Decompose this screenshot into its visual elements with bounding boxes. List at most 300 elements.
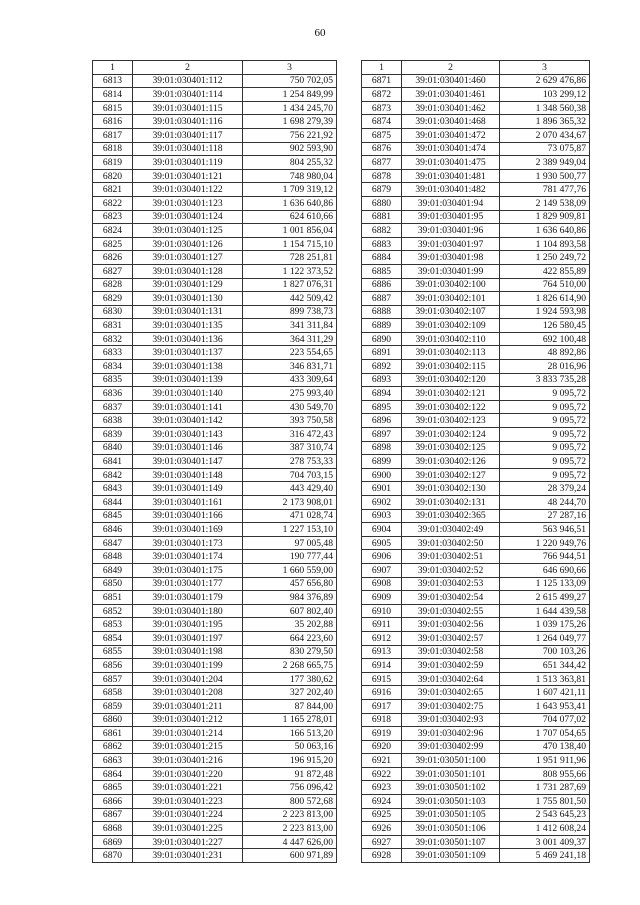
row-number-cell: 6864 (93, 767, 133, 781)
table-row (362, 604, 590, 618)
page-number: 60 (314, 27, 326, 39)
cadastral-number-cell: 39:01:030401:143 (133, 428, 243, 442)
value-cell: 1 698 279,39 (243, 115, 337, 129)
cadastral-number-cell: 39:01:030401:173 (133, 536, 243, 550)
cadastral-number-cell: 39:01:030402:49 (402, 523, 500, 537)
value-cell: 3 001 409,37 (500, 835, 590, 849)
table-row (93, 74, 337, 88)
row-number-cell: 6910 (362, 604, 402, 618)
table-row (93, 713, 337, 727)
value-cell: 166 513,20 (243, 727, 337, 741)
row-number-cell: 6869 (93, 835, 133, 849)
value-cell: 1 636 640,86 (500, 224, 590, 238)
row-number-cell: 6899 (362, 455, 402, 469)
header-cell: 1 (93, 61, 133, 75)
cadastral-number-cell: 39:01:030402:101 (402, 292, 500, 306)
table-row (93, 563, 337, 577)
value-cell: 728 251,81 (243, 251, 337, 265)
value-cell: 393 750,58 (243, 414, 337, 428)
row-number-cell: 6860 (93, 713, 133, 727)
value-cell: 1 827 076,31 (243, 278, 337, 292)
cadastral-number-cell: 39:01:030401:116 (133, 115, 243, 129)
table-row (93, 156, 337, 170)
row-number-cell: 6846 (93, 523, 133, 537)
value-cell: 422 855,89 (500, 264, 590, 278)
table-row (362, 128, 590, 142)
row-number-cell: 6885 (362, 264, 402, 278)
row-number-cell: 6927 (362, 835, 402, 849)
row-number-cell: 6858 (93, 686, 133, 700)
row-number-cell: 6928 (362, 849, 402, 863)
row-number-cell: 6921 (362, 754, 402, 768)
row-number-cell: 6830 (93, 305, 133, 319)
value-cell: 28 379,24 (500, 482, 590, 496)
table-row (362, 550, 590, 564)
table-row (93, 373, 337, 387)
row-number-cell: 6852 (93, 604, 133, 618)
row-number-cell: 6849 (93, 563, 133, 577)
cadastral-number-cell: 39:01:030401:225 (133, 822, 243, 836)
table-row (93, 101, 337, 115)
table-row (362, 808, 590, 822)
table-row (362, 346, 590, 360)
table-row (362, 591, 590, 605)
cadastral-number-cell: 39:01:030401:161 (133, 496, 243, 510)
cadastral-number-cell: 39:01:030401:149 (133, 482, 243, 496)
table-row (93, 645, 337, 659)
value-cell: 607 802,40 (243, 604, 337, 618)
value-cell: 1 220 949,76 (500, 536, 590, 550)
row-number-cell: 6817 (93, 128, 133, 142)
row-number-cell: 6888 (362, 305, 402, 319)
row-number-cell: 6892 (362, 360, 402, 374)
row-number-cell: 6897 (362, 428, 402, 442)
table-row (362, 115, 590, 129)
row-number-cell: 6901 (362, 482, 402, 496)
cadastral-number-cell: 39:01:030402:96 (402, 727, 500, 741)
row-number-cell: 6886 (362, 278, 402, 292)
row-number-cell: 6836 (93, 387, 133, 401)
table-row (362, 563, 590, 577)
table-row (93, 577, 337, 591)
table-row (362, 251, 590, 265)
left-table (92, 60, 337, 863)
cadastral-number-cell: 39:01:030401:211 (133, 699, 243, 713)
value-cell: 781 477,76 (500, 183, 590, 197)
row-number-cell: 6854 (93, 631, 133, 645)
cadastral-number-cell: 39:01:030401:468 (402, 115, 500, 129)
cadastral-number-cell: 39:01:030401:177 (133, 577, 243, 591)
row-number-cell: 6813 (93, 74, 133, 88)
value-cell: 103 299,12 (500, 88, 590, 102)
row-number-cell: 6874 (362, 115, 402, 129)
cadastral-number-cell: 39:01:030402:50 (402, 536, 500, 550)
row-number-cell: 6816 (93, 115, 133, 129)
row-number-cell: 6900 (362, 468, 402, 482)
table-row (362, 332, 590, 346)
row-number-cell: 6912 (362, 631, 402, 645)
cadastral-number-cell: 39:01:030401:166 (133, 509, 243, 523)
table-row (93, 672, 337, 686)
value-cell: 2 173 908,01 (243, 496, 337, 510)
table-row (362, 767, 590, 781)
value-cell: 1 122 373,52 (243, 264, 337, 278)
value-cell: 1 644 439,58 (500, 604, 590, 618)
cadastral-number-cell: 39:01:030402:120 (402, 373, 500, 387)
table-row (93, 740, 337, 754)
table-row (93, 849, 337, 863)
table-row (93, 618, 337, 632)
value-cell: 1 434 245,70 (243, 101, 337, 115)
header-cell: 2 (402, 61, 500, 75)
value-cell: 457 656,80 (243, 577, 337, 591)
table-row (93, 387, 337, 401)
value-cell: 430 549,70 (243, 400, 337, 414)
row-number-cell: 6859 (93, 699, 133, 713)
table-row (93, 115, 337, 129)
table-row (93, 591, 337, 605)
row-number-cell: 6895 (362, 400, 402, 414)
value-cell: 704 703,15 (243, 468, 337, 482)
value-cell: 470 138,40 (500, 740, 590, 754)
row-number-cell: 6833 (93, 346, 133, 360)
table-row (362, 142, 590, 156)
cadastral-number-cell: 39:01:030401:95 (402, 210, 500, 224)
row-number-cell: 6823 (93, 210, 133, 224)
row-number-cell: 6877 (362, 156, 402, 170)
row-number-cell: 6894 (362, 387, 402, 401)
table-row (93, 264, 337, 278)
value-cell: 1 227 153,10 (243, 523, 337, 537)
cadastral-number-cell: 39:01:030402:121 (402, 387, 500, 401)
value-cell: 97 005,48 (243, 536, 337, 550)
cadastral-number-cell: 39:01:030402:51 (402, 550, 500, 564)
value-cell: 4 447 626,00 (243, 835, 337, 849)
row-number-cell: 6835 (93, 373, 133, 387)
table-row (93, 128, 337, 142)
cadastral-number-cell: 39:01:030402:130 (402, 482, 500, 496)
value-cell: 442 509,42 (243, 292, 337, 306)
value-cell: 1 513 363,81 (500, 672, 590, 686)
value-cell: 899 738,73 (243, 305, 337, 319)
value-cell: 91 872,48 (243, 767, 337, 781)
row-number-cell: 6825 (93, 237, 133, 251)
cadastral-number-cell: 39:01:030402:124 (402, 428, 500, 442)
table-row (362, 727, 590, 741)
table-row (362, 795, 590, 809)
cadastral-number-cell: 39:01:030402:365 (402, 509, 500, 523)
row-number-cell: 6878 (362, 169, 402, 183)
value-cell: 28 016,96 (500, 360, 590, 374)
table-row (362, 645, 590, 659)
cadastral-number-cell: 39:01:030401:131 (133, 305, 243, 319)
value-cell: 624 610,66 (243, 210, 337, 224)
table-row (362, 183, 590, 197)
value-cell: 1 125 133,09 (500, 577, 590, 591)
table-row (362, 631, 590, 645)
value-cell: 223 554,65 (243, 346, 337, 360)
value-cell: 387 310,74 (243, 441, 337, 455)
row-number-cell: 6922 (362, 767, 402, 781)
table-row (93, 428, 337, 442)
row-number-cell: 6902 (362, 496, 402, 510)
cadastral-number-cell: 39:01:030401:99 (402, 264, 500, 278)
value-cell: 1 924 593,98 (500, 305, 590, 319)
row-number-cell: 6909 (362, 591, 402, 605)
table-row (362, 319, 590, 333)
cadastral-number-cell: 39:01:030402:99 (402, 740, 500, 754)
table-row (362, 210, 590, 224)
table-row (362, 224, 590, 238)
row-number-cell: 6814 (93, 88, 133, 102)
value-cell: 830 279,50 (243, 645, 337, 659)
table-row (93, 767, 337, 781)
table-row (93, 360, 337, 374)
cadastral-number-cell: 39:01:030402:125 (402, 441, 500, 455)
row-number-cell: 6873 (362, 101, 402, 115)
cadastral-number-cell: 39:01:030402:115 (402, 360, 500, 374)
cadastral-number-cell: 39:01:030401:136 (133, 332, 243, 346)
cadastral-number-cell: 39:01:030401:208 (133, 686, 243, 700)
value-cell: 190 777,44 (243, 550, 337, 564)
row-number-cell: 6820 (93, 169, 133, 183)
value-cell: 364 311,29 (243, 332, 337, 346)
cadastral-number-cell: 39:01:030401:212 (133, 713, 243, 727)
table-row (362, 577, 590, 591)
table-row (362, 482, 590, 496)
value-cell: 1 264 049,77 (500, 631, 590, 645)
cadastral-number-cell: 39:01:030402:131 (402, 496, 500, 510)
table-row (93, 754, 337, 768)
cadastral-number-cell: 39:01:030401:472 (402, 128, 500, 142)
cadastral-number-cell: 39:01:030401:117 (133, 128, 243, 142)
value-cell: 2 629 476,86 (500, 74, 590, 88)
row-number-cell: 6867 (93, 808, 133, 822)
table-row (362, 713, 590, 727)
value-cell: 563 946,51 (500, 523, 590, 537)
value-cell: 2 149 538,09 (500, 196, 590, 210)
cadastral-number-cell: 39:01:030401:124 (133, 210, 243, 224)
value-cell: 1 104 893,58 (500, 237, 590, 251)
row-number-cell: 6915 (362, 672, 402, 686)
cadastral-number-cell: 39:01:030401:114 (133, 88, 243, 102)
cadastral-number-cell: 39:01:030402:93 (402, 713, 500, 727)
table-row (362, 428, 590, 442)
value-cell: 2 543 645,23 (500, 808, 590, 822)
value-cell: 766 944,51 (500, 550, 590, 564)
header-cell: 1 (362, 61, 402, 75)
row-number-cell: 6896 (362, 414, 402, 428)
cadastral-number-cell: 39:01:030401:461 (402, 88, 500, 102)
row-number-cell: 6917 (362, 699, 402, 713)
cadastral-number-cell: 39:01:030401:126 (133, 237, 243, 251)
cadastral-number-cell: 39:01:030401:97 (402, 237, 500, 251)
cadastral-number-cell: 39:01:030402:54 (402, 591, 500, 605)
cadastral-number-cell: 39:01:030401:146 (133, 441, 243, 455)
value-cell: 27 287,16 (500, 509, 590, 523)
row-number-cell: 6883 (362, 237, 402, 251)
table-row (362, 455, 590, 469)
cadastral-number-cell: 39:01:030401:115 (133, 101, 243, 115)
table-row (362, 441, 590, 455)
cadastral-number-cell: 39:01:030401:227 (133, 835, 243, 849)
value-cell: 651 344,42 (500, 659, 590, 673)
value-cell: 2 070 434,67 (500, 128, 590, 142)
cadastral-number-cell: 39:01:030401:128 (133, 264, 243, 278)
cadastral-number-cell: 39:01:030401:174 (133, 550, 243, 564)
cadastral-number-cell: 39:01:030401:462 (402, 101, 500, 115)
cadastral-number-cell: 39:01:030401:198 (133, 645, 243, 659)
table-row (362, 169, 590, 183)
value-cell: 1 254 849,99 (243, 88, 337, 102)
value-cell: 471 028,74 (243, 509, 337, 523)
value-cell: 433 309,64 (243, 373, 337, 387)
value-cell: 1 412 608,24 (500, 822, 590, 836)
table-row (93, 278, 337, 292)
value-cell: 2 389 949,04 (500, 156, 590, 170)
cadastral-number-cell: 39:01:030401:204 (133, 672, 243, 686)
cadastral-number-cell: 39:01:030401:179 (133, 591, 243, 605)
value-cell: 1 896 365,32 (500, 115, 590, 129)
table-row (93, 659, 337, 673)
table-row (362, 659, 590, 673)
value-cell: 646 690,66 (500, 563, 590, 577)
row-number-cell: 6920 (362, 740, 402, 754)
table-row (362, 373, 590, 387)
value-cell: 1 755 801,50 (500, 795, 590, 809)
cadastral-number-cell: 39:01:030402:65 (402, 686, 500, 700)
row-number-cell: 6905 (362, 536, 402, 550)
table-row (93, 523, 337, 537)
row-number-cell: 6826 (93, 251, 133, 265)
row-number-cell: 6903 (362, 509, 402, 523)
row-number-cell: 6875 (362, 128, 402, 142)
cadastral-number-cell: 39:01:030401:215 (133, 740, 243, 754)
table-row (93, 536, 337, 550)
row-number-cell: 6843 (93, 482, 133, 496)
value-cell: 1 731 287,69 (500, 781, 590, 795)
table-row (362, 414, 590, 428)
table-row (93, 251, 337, 265)
table-row (93, 822, 337, 836)
cadastral-number-cell: 39:01:030401:481 (402, 169, 500, 183)
value-cell: 1 660 559,00 (243, 563, 337, 577)
row-number-cell: 6889 (362, 319, 402, 333)
cadastral-number-cell: 39:01:030401:122 (133, 183, 243, 197)
value-cell: 692 100,48 (500, 332, 590, 346)
row-number-cell: 6914 (362, 659, 402, 673)
cadastral-number-cell: 39:01:030401:199 (133, 659, 243, 673)
value-cell: 1 154 715,10 (243, 237, 337, 251)
value-cell: 902 593,90 (243, 142, 337, 156)
table-row (93, 88, 337, 102)
row-number-cell: 6891 (362, 346, 402, 360)
value-cell: 984 376,89 (243, 591, 337, 605)
row-number-cell: 6906 (362, 550, 402, 564)
row-number-cell: 6911 (362, 618, 402, 632)
row-number-cell: 6837 (93, 400, 133, 414)
row-number-cell: 6916 (362, 686, 402, 700)
row-number-cell: 6890 (362, 332, 402, 346)
value-cell: 1 165 278,01 (243, 713, 337, 727)
cadastral-number-cell: 39:01:030501:109 (402, 849, 500, 863)
value-cell: 341 311,84 (243, 319, 337, 333)
row-number-cell: 6829 (93, 292, 133, 306)
table-row (93, 142, 337, 156)
row-number-cell: 6887 (362, 292, 402, 306)
row-number-cell: 6853 (93, 618, 133, 632)
row-number-cell: 6926 (362, 822, 402, 836)
value-cell: 2 268 665,75 (243, 659, 337, 673)
cadastral-number-cell: 39:01:030501:106 (402, 822, 500, 836)
table-row (93, 550, 337, 564)
row-number-cell: 6872 (362, 88, 402, 102)
value-cell: 9 095,72 (500, 428, 590, 442)
table-row (362, 468, 590, 482)
cadastral-number-cell: 39:01:030402:122 (402, 400, 500, 414)
value-cell: 2 223 813,00 (243, 822, 337, 836)
row-number-cell: 6848 (93, 550, 133, 564)
value-cell: 9 095,72 (500, 468, 590, 482)
row-number-cell: 6847 (93, 536, 133, 550)
table-row (93, 455, 337, 469)
value-cell: 196 915,20 (243, 754, 337, 768)
cadastral-number-cell: 39:01:030402:107 (402, 305, 500, 319)
value-cell: 1 607 421,11 (500, 686, 590, 700)
row-number-cell: 6863 (93, 754, 133, 768)
cadastral-number-cell: 39:01:030401:130 (133, 292, 243, 306)
table-row (362, 292, 590, 306)
table-row (362, 618, 590, 632)
value-cell: 3 833 735,28 (500, 373, 590, 387)
table-row (362, 781, 590, 795)
cadastral-number-cell: 39:01:030402:53 (402, 577, 500, 591)
value-cell: 9 095,72 (500, 414, 590, 428)
table-row (362, 264, 590, 278)
row-number-cell: 6851 (93, 591, 133, 605)
value-cell: 1 826 614,90 (500, 292, 590, 306)
value-cell: 800 572,68 (243, 795, 337, 809)
cadastral-number-cell: 39:01:030501:103 (402, 795, 500, 809)
value-cell: 1 709 319,12 (243, 183, 337, 197)
value-cell: 48 892,86 (500, 346, 590, 360)
row-number-cell: 6839 (93, 428, 133, 442)
cadastral-number-cell: 39:01:030401:139 (133, 373, 243, 387)
value-cell: 275 993,40 (243, 387, 337, 401)
row-number-cell: 6904 (362, 523, 402, 537)
value-cell: 700 103,26 (500, 645, 590, 659)
table-row (362, 88, 590, 102)
value-cell: 1 951 911,96 (500, 754, 590, 768)
row-number-cell: 6924 (362, 795, 402, 809)
table-row (362, 699, 590, 713)
cadastral-number-cell: 39:01:030501:101 (402, 767, 500, 781)
table-row (93, 631, 337, 645)
value-cell: 664 223,60 (243, 631, 337, 645)
row-number-cell: 6844 (93, 496, 133, 510)
cadastral-number-cell: 39:01:030401:119 (133, 156, 243, 170)
table-row (93, 496, 337, 510)
table-row (93, 346, 337, 360)
table-row (93, 224, 337, 238)
cadastral-number-cell: 39:01:030501:100 (402, 754, 500, 768)
row-number-cell: 6919 (362, 727, 402, 741)
table-row (93, 210, 337, 224)
cadastral-number-cell: 39:01:030401:224 (133, 808, 243, 822)
value-cell: 1 250 249,72 (500, 251, 590, 265)
cadastral-number-cell: 39:01:030402:113 (402, 346, 500, 360)
table-row (93, 699, 337, 713)
